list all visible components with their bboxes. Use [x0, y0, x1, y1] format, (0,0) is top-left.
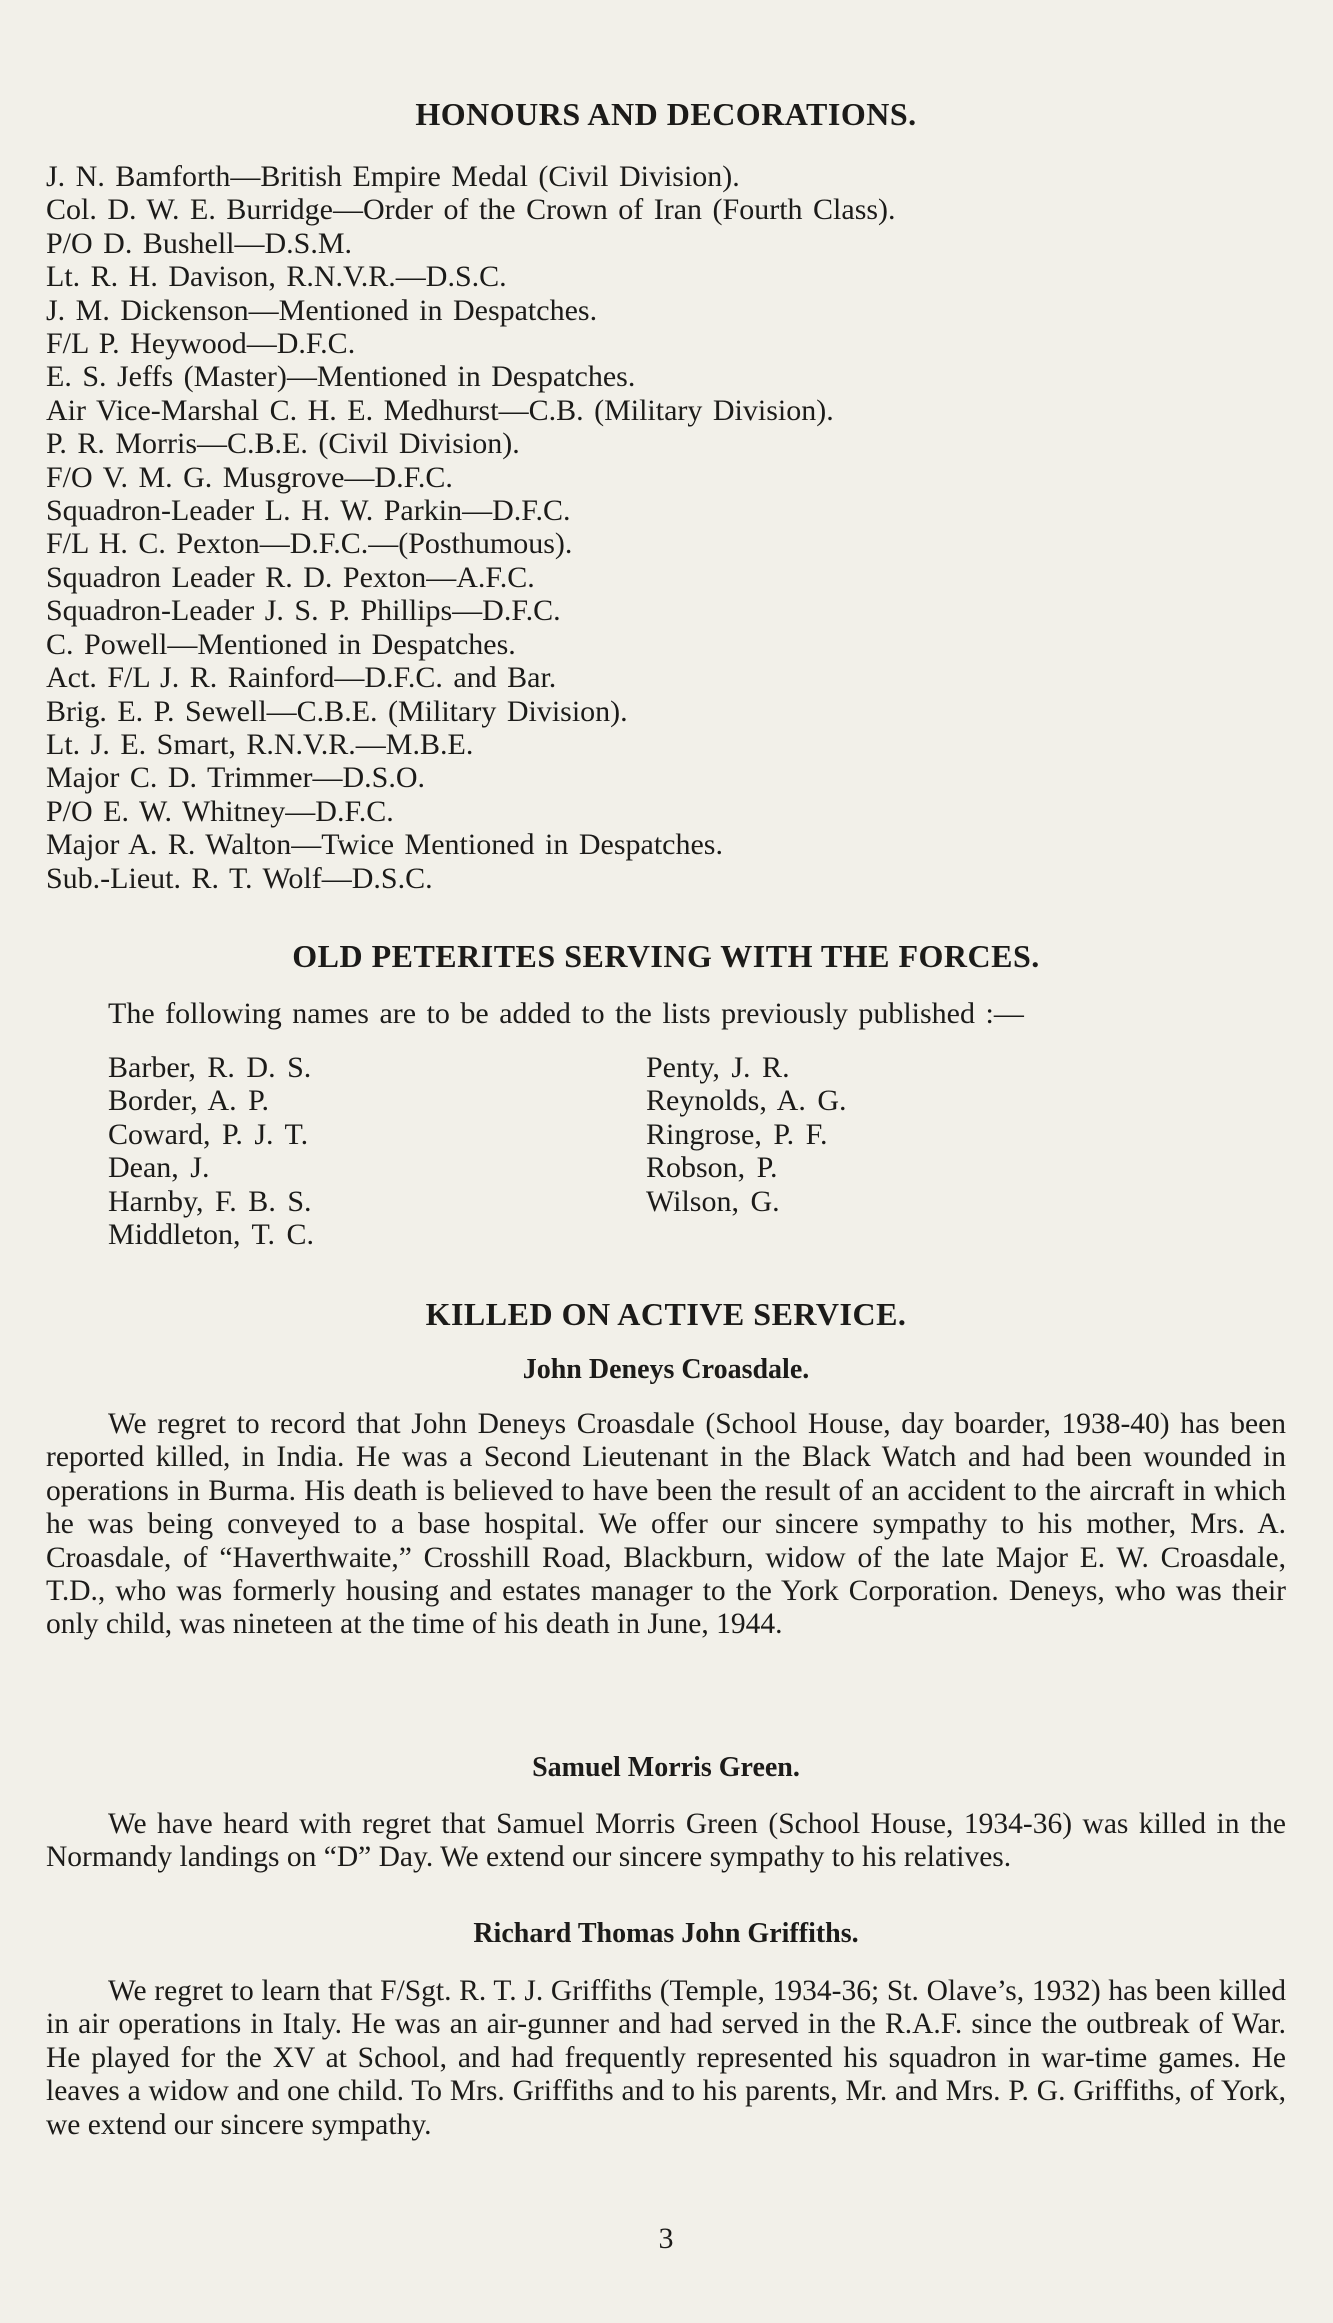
document-page	[46, 0, 1286, 2323]
forces-name: Barber, R. D. S.	[108, 1051, 312, 1084]
forces-name: Middleton, T. C.	[108, 1218, 315, 1252]
forces-name: Harnby, F. B. S.	[108, 1184, 312, 1218]
honours-item: Col. D. W. E. Burridge—Order of the Crown of Iran (Fourth Class).	[46, 193, 896, 227]
forces-intro: The following names are to be added to the lists previously published :—	[108, 997, 1024, 1030]
honours-item: Act. F/L J. R. Rainford—D.F.C. and Bar.	[46, 661, 557, 695]
honours-item: J. N. Bamforth—British Empire Medal (Civil Division).	[46, 160, 740, 193]
obituary-name: Samuel Morris Green.	[532, 1752, 800, 1783]
obituary-text: We have heard with regret that Samuel Morris Green (School House, 1934-36) was killed in the Normandy landings on “D” Day. We extend our sincere sympathy to his relatives.	[46, 1808, 1286, 1874]
honours-item: Major C. D. Trimmer—D.S.O.	[46, 761, 426, 795]
obituary-text: We regret to learn that F/Sgt. R. T. J. Griffiths (Temple, 1934-36; St. Olave’s, 1932) has been killed in air operations in Italy. He was an air-gunner and had served in the R.A.F. since the outbreak of War. He played for the XV at School, and had frequently represented his squadron in war-time games. He leaves a widow and one child. To Mrs. Griffiths and to his parents, Mr. and Mrs. P. G. Griffiths, of York, we extend our sincere sympathy.	[46, 1975, 1286, 2141]
page-number: 3	[658, 2222, 674, 2255]
honours-item: Major A. R. Walton—Twice Mentioned in Despatches.	[46, 828, 723, 862]
honours-item: J. M. Dickenson—Mentioned in Despatches.	[46, 293, 598, 327]
honours-item: E. S. Jeffs (Master)—Mentioned in Despatches.	[46, 360, 636, 394]
forces-name: Coward, P. J. T.	[108, 1117, 309, 1151]
honours-item: Lt. J. E. Smart, R.N.V.R.—M.B.E.	[46, 727, 474, 761]
honours-item: Lt. R. H. Davison, R.N.V.R.—D.S.C.	[46, 260, 507, 294]
honours-item: C. Powell—Mentioned in Despatches.	[46, 627, 516, 661]
honours-item: Air Vice-Marshal C. H. E. Medhurst—C.B. (Military Division).	[46, 393, 834, 427]
forces-name: Dean, J.	[108, 1151, 210, 1185]
obituary-text: We regret to record that John Deneys Croasdale (School House, day boarder, 1938-40) has been reported killed, in India. He was a Second Lieutenant in the Black Watch and had been wounded in operations in Burma. His death is believed to have been the result of an accident to the aircraft in which he was being conveyed to a base hospital. We offer our sincere sympathy to his mother, Mrs. A. Croasdale, of “Haverthwaite,” Crosshill Road, Blackburn, widow of the late Major E. W. Croasdale, T.D., who was formerly housing and estates manager to the York Corporation. Deneys, who was their only child, was nineteen at the time of his death in June, 1944.	[46, 1408, 1286, 1641]
honours-item: P/O E. W. Whitney—D.F.C.	[46, 794, 394, 828]
obituary-name: Richard Thomas John Griffiths.	[473, 1918, 859, 1949]
forces-name: Robson, P.	[646, 1151, 778, 1185]
honours-item: Squadron-Leader J. S. P. Phillips—D.F.C.	[46, 594, 561, 628]
forces-name: Reynolds, A. G.	[646, 1084, 847, 1118]
killed-heading: KILLED ON ACTIVE SERVICE.	[425, 1296, 907, 1332]
obituary-name: John Deneys Croasdale.	[522, 1354, 810, 1385]
forces-name: Penty, J. R.	[646, 1051, 790, 1084]
honours-heading: HONOURS AND DECORATIONS.	[415, 96, 917, 132]
honours-item: Sub.-Lieut. R. T. Wolf—D.S.C.	[46, 861, 433, 895]
forces-name: Ringrose, P. F.	[646, 1117, 828, 1151]
honours-item: F/L P. Heywood—D.F.C.	[46, 327, 356, 361]
honours-item: Squadron Leader R. D. Pexton—A.F.C.	[46, 560, 535, 594]
forces-names-left	[108, 1051, 314, 1251]
forces-name: Border, A. P.	[108, 1084, 269, 1118]
forces-names-right	[646, 1051, 847, 1218]
honours-item: Squadron-Leader L. H. W. Parkin—D.F.C.	[46, 494, 571, 528]
honours-item: P. R. Morris—C.B.E. (Civil Division).	[46, 427, 520, 461]
forces-heading: OLD PETERITES SERVING WITH THE FORCES.	[292, 938, 1040, 974]
forces-name: Wilson, G.	[646, 1184, 780, 1218]
honours-item: F/O V. M. G. Musgrove—D.F.C.	[46, 460, 453, 494]
honours-item: Brig. E. P. Sewell—C.B.E. (Military Division).	[46, 694, 628, 728]
honours-item: F/L H. C. Pexton—D.F.C.—(Posthumous).	[46, 527, 573, 561]
honours-list	[46, 160, 896, 895]
honours-item: P/O D. Bushell—D.S.M.	[46, 226, 353, 260]
